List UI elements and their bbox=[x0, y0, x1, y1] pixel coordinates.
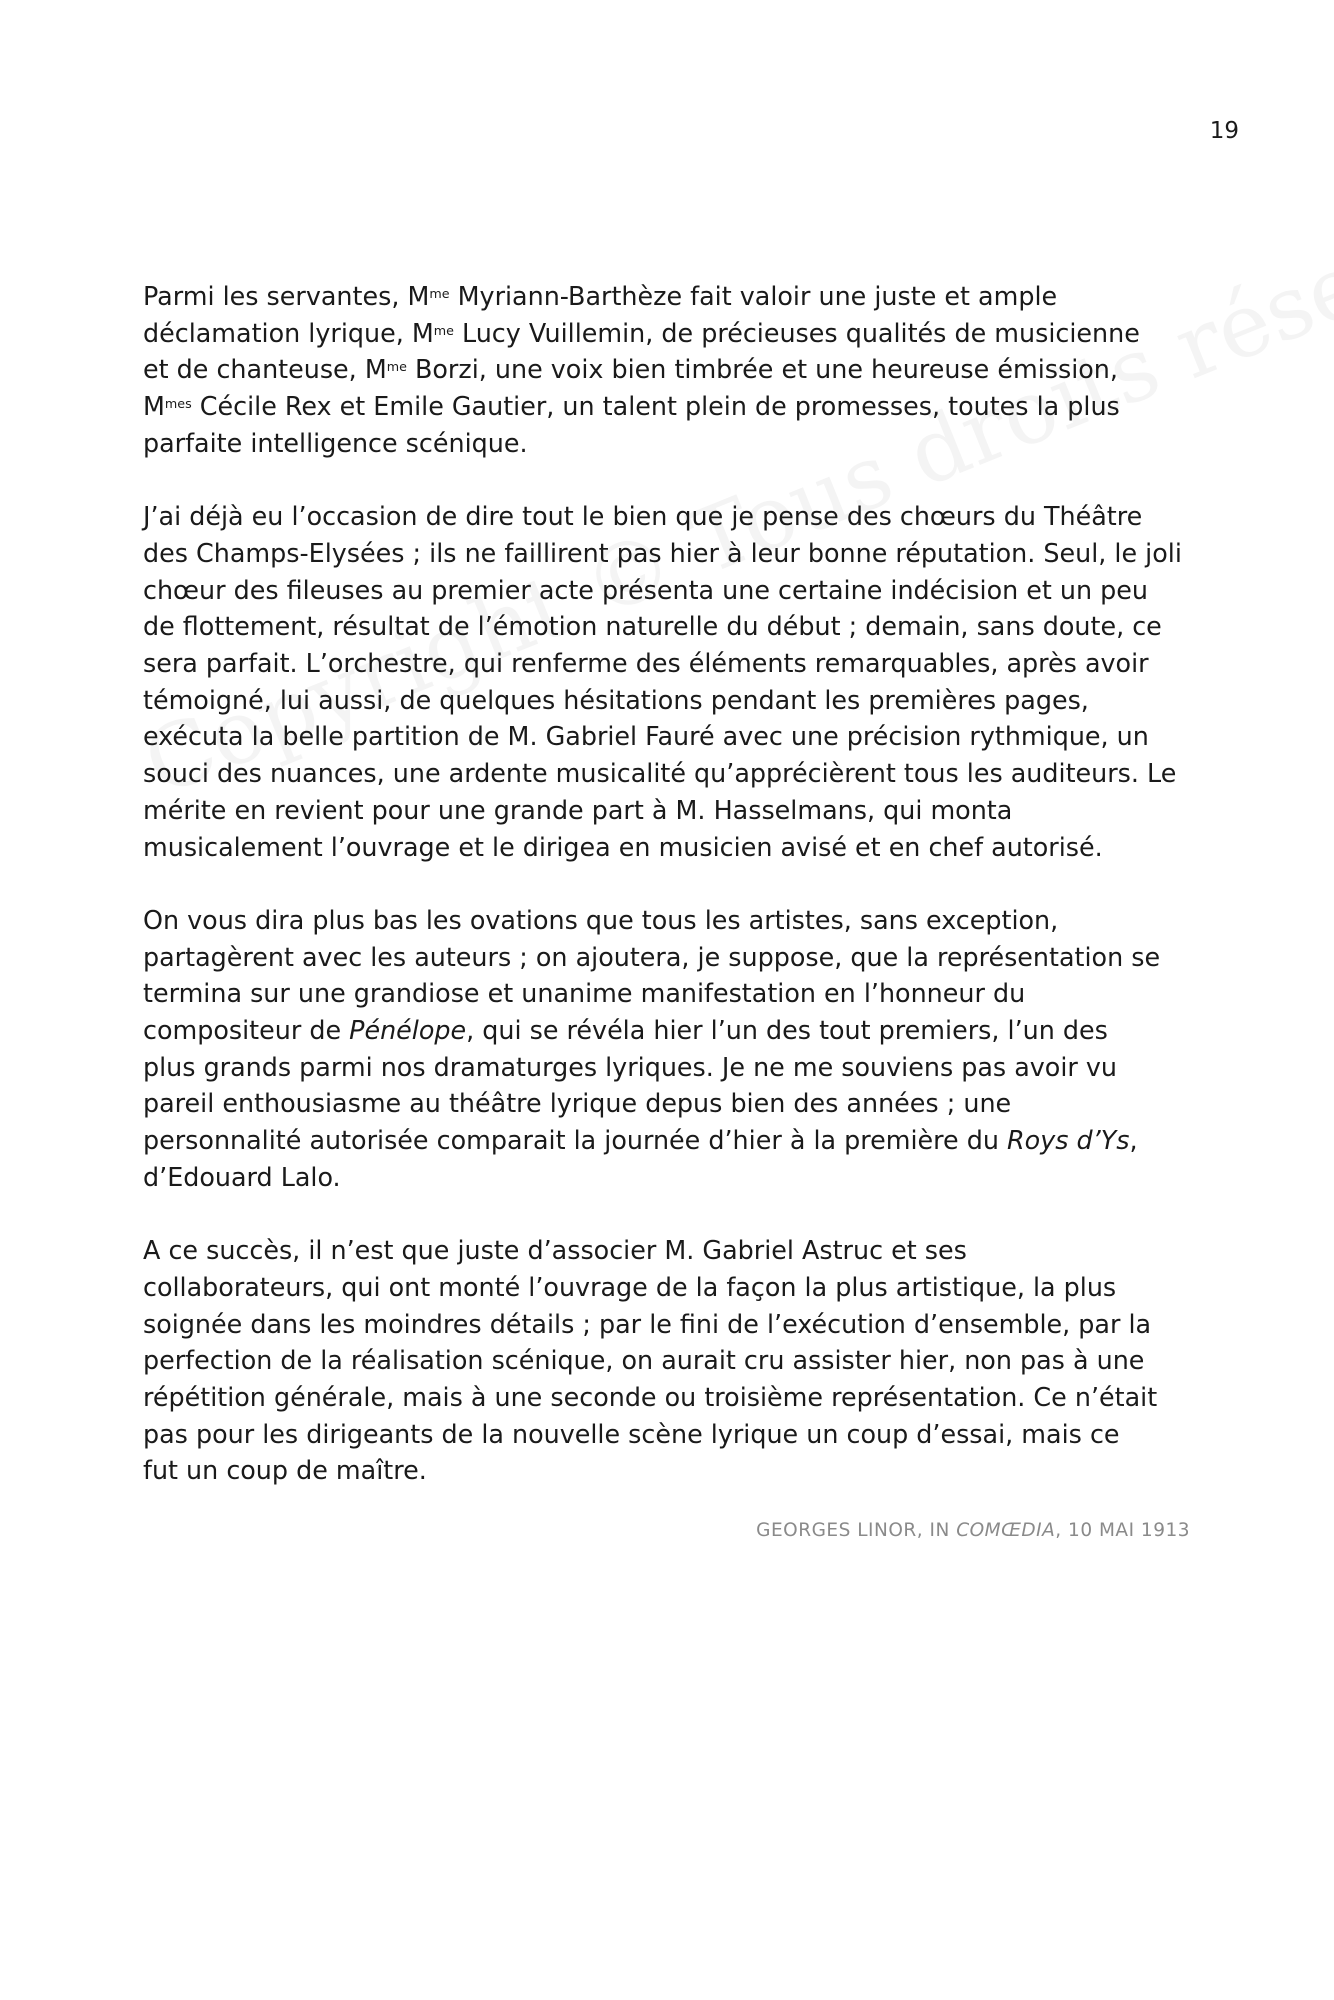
text-line: $M^{mes}$ Cécile Rex et Emile Gautier, un talent plein de promesses, toutes la plus bbox=[143, 391, 1120, 422]
paragraph bbox=[143, 498, 1203, 865]
title-abbreviation: mes bbox=[164, 396, 192, 412]
text-line: personnalité autorisée comparait la journée d’hier à la première du Roys d’Ys, bbox=[143, 1125, 1138, 1156]
text-line: compositeur de Pénélope, qui se révéla hier l’un des tout premiers, l’un des bbox=[143, 1015, 1108, 1046]
text-line: plus grands parmi nos dramaturges lyriques. Je ne me souviens pas avoir vu bbox=[143, 1051, 1118, 1082]
text-line: sera parfait. L’orchestre, qui renferme des éléments remarquables, après avoir bbox=[143, 648, 1149, 679]
work-title: Roys d’Ys bbox=[1007, 1125, 1130, 1156]
text-line: parfaite intelligence scénique. bbox=[143, 427, 528, 458]
attribution-author: GEORGES LINOR, IN bbox=[756, 1520, 957, 1541]
text-line: perfection de la réalisation scénique, on aurait cru assister hier, non pas à une bbox=[143, 1345, 1145, 1376]
text-line: souci des nuances, une ardente musicalité qu’apprécièrent tous les auditeurs. Le bbox=[143, 758, 1177, 789]
page-number: 19 bbox=[1209, 118, 1239, 144]
text-line: témoigné, lui aussi, de quelques hésitations pendant les premières pages, bbox=[143, 684, 1089, 715]
text-line: fut un coup de maître. bbox=[143, 1455, 427, 1486]
attribution-date: , 10 MAI 1913 bbox=[1055, 1520, 1190, 1541]
title-abbreviation: me bbox=[429, 286, 450, 302]
paragraph bbox=[143, 902, 1203, 1196]
work-title: Pénélope bbox=[349, 1015, 467, 1046]
text-line: termina sur une grandiose et unanime manifestation en l’honneur du bbox=[143, 978, 1026, 1009]
text-line: pareil enthousiasme au théâtre lyrique depus bien des années ; une bbox=[143, 1088, 1012, 1119]
title-abbreviation: me bbox=[433, 322, 454, 338]
text-line: chœur des fileuses au premier acte présenta une certaine indécision et un peu bbox=[143, 574, 1149, 605]
text-line: On vous dira plus bas les ovations que tous les artistes, sans exception, bbox=[143, 904, 1059, 935]
attribution-source: COMŒDIA bbox=[956, 1520, 1056, 1541]
text-line: des Champs-Elysées ; ils ne faillirent pas hier à leur bonne réputation. Seul, le joli bbox=[143, 537, 1182, 568]
text-line: J’ai déjà eu l’occasion de dire tout le bien que je pense des chœurs du Théâtre bbox=[143, 501, 1143, 532]
paragraph bbox=[143, 1232, 1203, 1489]
text-line: A ce succès, il n’est que juste d’associer M. Gabriel Astruc et ses bbox=[143, 1235, 967, 1266]
paragraph bbox=[143, 278, 1203, 462]
text-line: de flottement, résultat de l’émotion naturelle du début ; demain, sans doute, ce bbox=[143, 611, 1162, 642]
text-line: exécuta la belle partition de M. Gabriel Fauré avec une précision rythmique, un bbox=[143, 721, 1149, 752]
title-abbreviation: me bbox=[386, 359, 407, 375]
text-line: et de chanteuse, $M^{me}$ Borzi, une voix bien timbrée et une heureuse émission, bbox=[143, 354, 1118, 385]
text-line: Parmi les servantes, $M^{me}$ Myriann-Barthèze fait valoir une juste et ample bbox=[143, 281, 1058, 311]
text-line: musicalement l’ouvrage et le dirigea en musicien avisé et en chef autorisé. bbox=[143, 831, 1103, 862]
text-line: collaborateurs, qui ont monté l’ouvrage de la façon la plus artistique, la plus bbox=[143, 1271, 1117, 1302]
text-line: répétition générale, mais à une seconde ou troisième représentation. Ce n’était bbox=[143, 1382, 1158, 1413]
text-line: d’Edouard Lalo. bbox=[143, 1161, 341, 1192]
text-line: mérite en revient pour une grande part à M. Hasselmans, qui monta bbox=[143, 794, 1013, 825]
text-line: soignée dans les moindres détails ; par le fini de l’exécution d’ensemble, par la bbox=[143, 1308, 1152, 1339]
text-line: déclamation lyrique, $M^{me}$ Lucy Vuillemin, de précieuses qualités de musicienne bbox=[143, 317, 1140, 348]
text-line: partagèrent avec les auteurs ; on ajoutera, je suppose, que la représentation se bbox=[143, 941, 1161, 972]
article-body bbox=[143, 278, 1203, 1526]
source-attribution bbox=[756, 1520, 1190, 1541]
text-line: pas pour les dirigeants de la nouvelle scène lyrique un coup d’essai, mais ce bbox=[143, 1418, 1120, 1449]
